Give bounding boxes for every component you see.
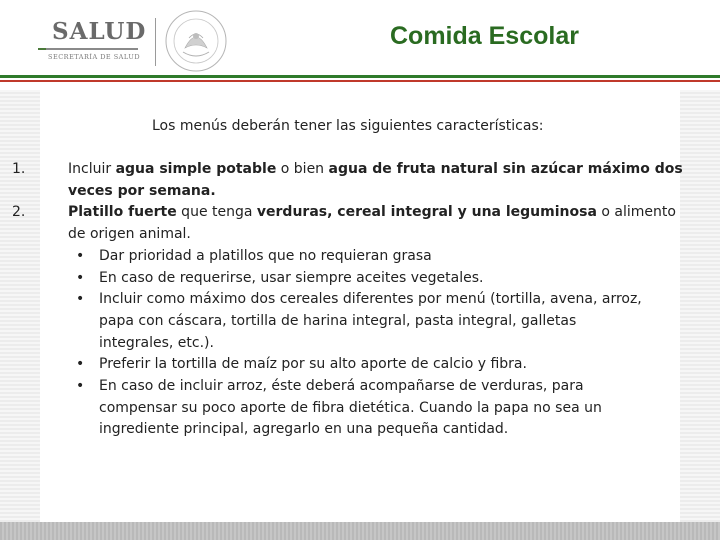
bullet-text: ingrediente principal, agregarlo en una pequeña cantidad. (99, 421, 509, 438)
item-text-bold: agua de fruta natural sin azúcar máximo dos (328, 161, 683, 177)
item-text-bold: veces por semana. (68, 182, 216, 199)
salud-logo (38, 18, 147, 63)
bullet-text: Dar prioridad a platillos que no requieran grasa (99, 247, 432, 264)
bullet-item (12, 246, 692, 268)
item-text: Incluir (68, 161, 116, 177)
bullet-text: En caso de incluir arroz, éste deberá acompañarse de verduras, para (99, 378, 584, 395)
bullet-text: En caso de requerirse, usar siempre aceites vegetales. (99, 269, 484, 286)
page-title: Comida Escolar (390, 22, 579, 50)
intro-text: Los menús deberán tener las siguientes características: (152, 118, 544, 134)
item-text-bold: Platillo fuerte (68, 204, 177, 221)
item-text: que tenga (176, 204, 257, 221)
slide-header (0, 0, 720, 90)
bullet-item (12, 268, 692, 290)
bullet-item (12, 354, 692, 376)
header-green-rule (0, 75, 720, 78)
bullet-item (12, 376, 692, 441)
header-red-rule (0, 80, 720, 82)
bullet-icon: • (76, 378, 85, 395)
list-item (12, 159, 692, 202)
bullet-item (12, 289, 692, 354)
item-number: 1. (12, 161, 26, 177)
requirements-list (12, 159, 692, 441)
item-text: de origen animal. (68, 226, 191, 243)
bullet-text: papa con cáscara, tortilla de harina integral, pasta integral, galletas (99, 312, 577, 329)
logo-divider (155, 18, 156, 66)
bullet-icon: • (76, 291, 85, 308)
mexico-seal-icon (163, 8, 229, 74)
bullet-icon: • (76, 269, 85, 286)
item-text-bold: agua simple potable (115, 161, 277, 177)
logo-underline (38, 48, 138, 50)
item-text-bold: verduras, cereal integral y una leguminosa (256, 204, 597, 221)
item-text: o bien (276, 161, 329, 177)
bullet-text: Preferir la tortilla de maíz por su alto aporte de calcio y fibra. (99, 356, 527, 373)
bullet-icon: • (76, 356, 85, 373)
item-text: o alimento (596, 204, 676, 221)
footer-bar (0, 522, 720, 540)
bullet-icon: • (76, 247, 85, 264)
salud-logo-text: SALUD (52, 18, 147, 45)
bullet-text: integrales, etc.). (99, 334, 214, 351)
logo-accent (38, 48, 46, 50)
bullet-text: Incluir como máximo dos cereales diferentes por menú (tortilla, avena, arroz, (99, 291, 642, 308)
list-item (12, 202, 692, 245)
item-number: 2. (12, 204, 26, 221)
salud-logo-subtext: SECRETARÍA DE SALUD (48, 53, 141, 61)
bullet-text: compensar su poco aporte de fibra dietética. Cuando la papa no sea un (99, 399, 602, 416)
